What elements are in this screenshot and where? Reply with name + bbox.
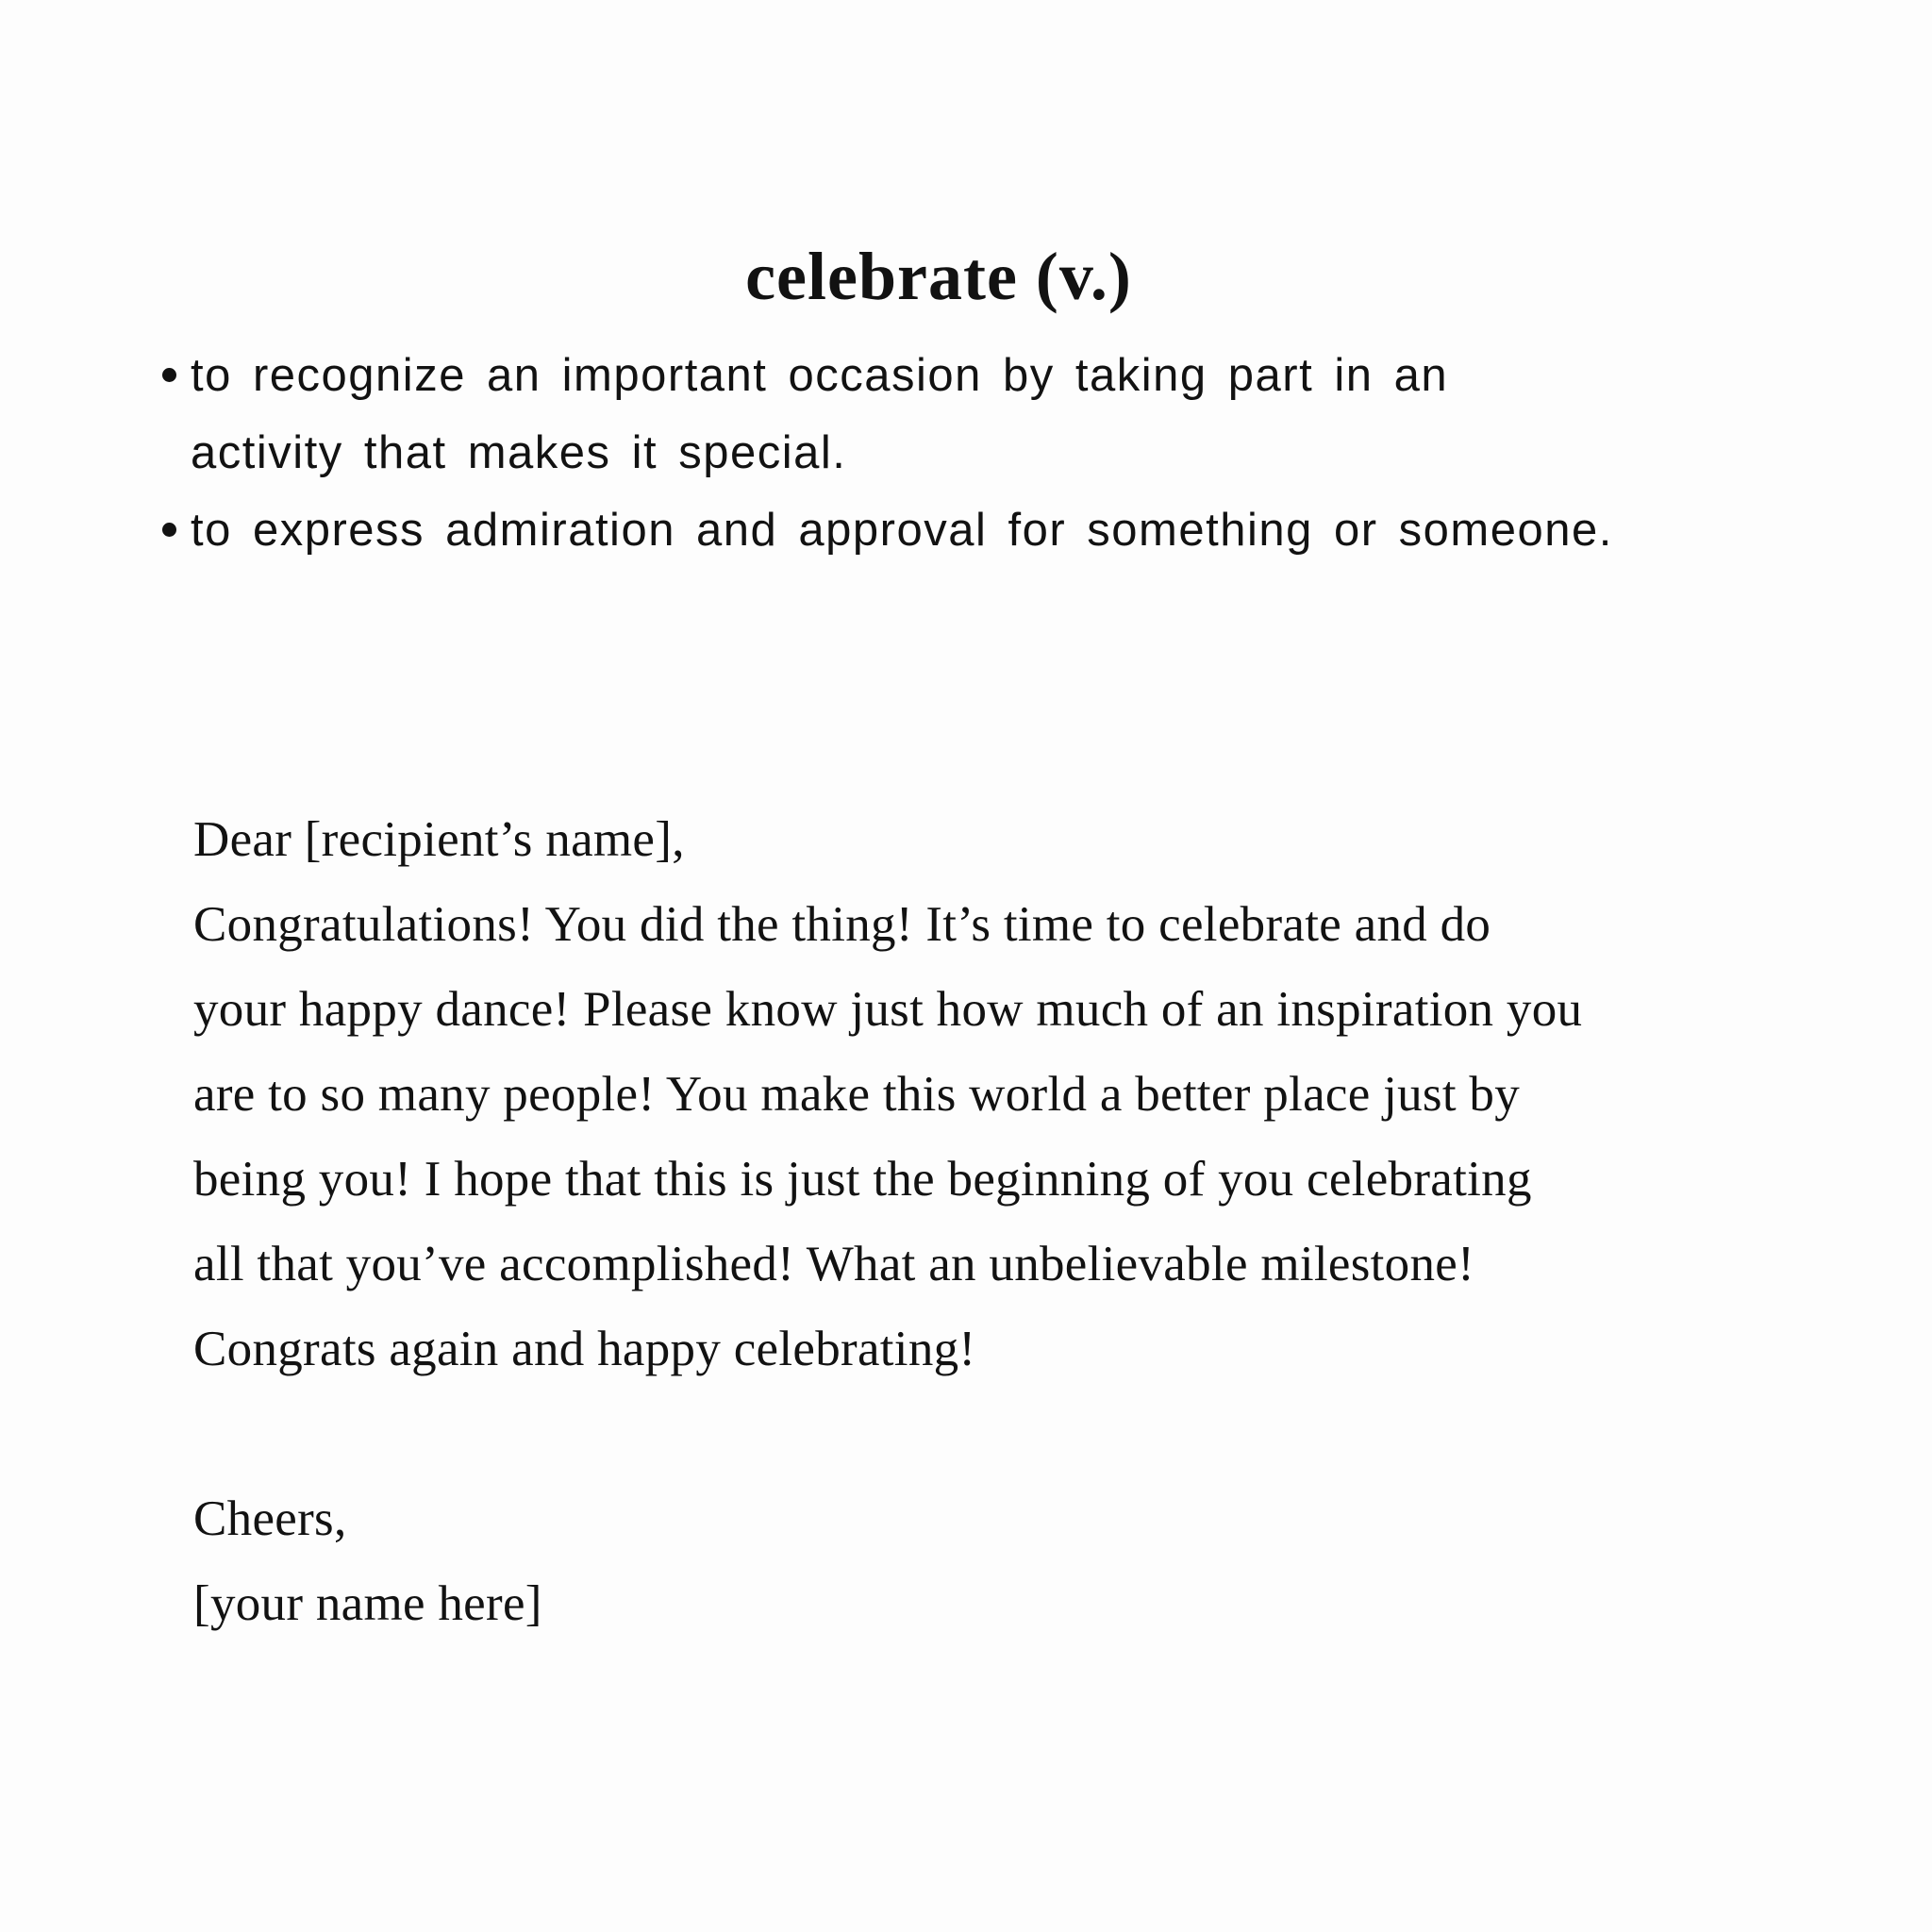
letter-blank-line [193,1391,1816,1476]
definition-item [160,337,1783,491]
page-title: celebrate (v.) [745,239,1132,314]
definition-item [160,491,1783,569]
letter-body-line: Congratulations! You did the thing! It’s time to celebrate and do [193,897,1491,952]
definition-text-line: activity that makes it special. [191,427,847,478]
letter-body-line: being you! I hope that this is just the beginning of you celebrating [193,1152,1532,1207]
letter-body-line: are to so many people! You make this world a better place just by [193,1067,1521,1122]
definition-text-line: to express admiration and approval for something or someone. [191,505,1613,556]
letter-salutation: Dear [recipient’s name], [193,812,685,867]
letter-body-line: your happy dance! Please know just how much of an inspiration you [193,982,1583,1037]
definition-text-line: to recognize an important occasion by taking part in an [191,350,1449,401]
letter-body-line: Congrats again and happy celebrating! [193,1322,976,1376]
letter-template [193,797,1816,1646]
definition-list [160,337,1783,569]
letter-body-line: all that you’ve accomplished! What an unbelievable milestone! [193,1237,1475,1291]
letter-closing: Cheers, [193,1491,347,1546]
bullet-dot-icon [162,368,176,382]
bullet-dot-icon [162,523,176,537]
letter-signature: [your name here] [193,1576,542,1631]
